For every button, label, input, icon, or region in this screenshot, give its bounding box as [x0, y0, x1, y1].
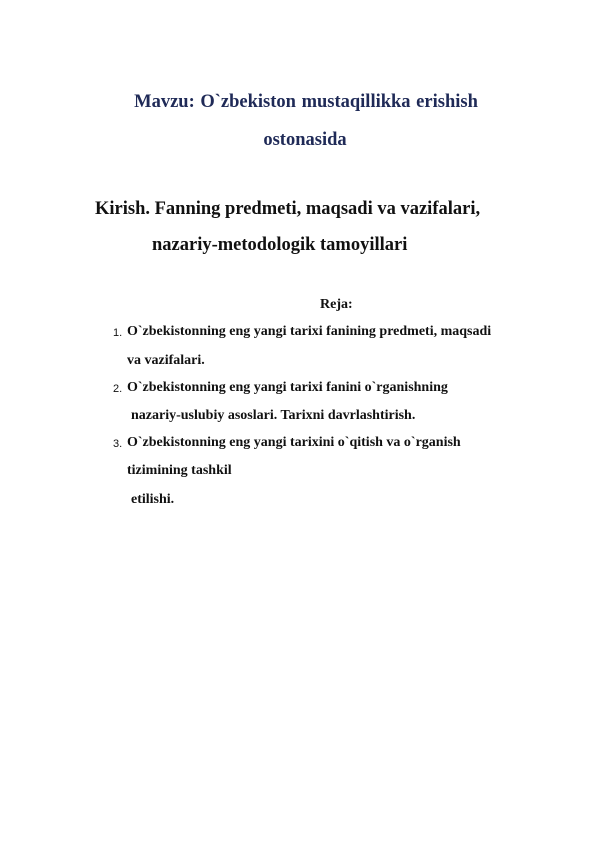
plan-item-2-line-1: O`zbekistonning eng yangi tarixi fanini o`rganishning [127, 380, 448, 395]
topic-title-line-1: Mavzu: O`zbekiston mustaqillikka erishish [134, 92, 478, 112]
plan-item-3-number: 3. [113, 438, 123, 450]
plan-item-3-line-2: tizimining tashkil [127, 463, 232, 478]
plan-item-1-line-2: va vazifalari. [127, 353, 205, 368]
plan-item-1-line-1: O`zbekistonning eng yangi tarixi fanining predmeti, maqsadi [127, 324, 492, 339]
plan-item-2-line-2: nazariy-uslubiy asoslari. Tarixni davrlashtirish. [131, 408, 416, 423]
plan-title: Reja: [320, 297, 353, 312]
intro-heading-line-1: Kirish. Fanning predmeti, maqsadi va vazifalari, [95, 199, 481, 219]
plan-item-3-line-3: etilishi. [131, 492, 175, 507]
plan-item-1-number: 1. [113, 327, 123, 339]
plan-item-3-line-1: O`zbekistonning eng yangi tarixini o`qitish va o`rganish [127, 435, 461, 450]
intro-heading-line-2: nazariy-metodologik tamoyillari [152, 235, 408, 255]
plan-item-2-number: 2. [113, 383, 123, 395]
topic-title-line-2: ostonasida [263, 130, 347, 150]
